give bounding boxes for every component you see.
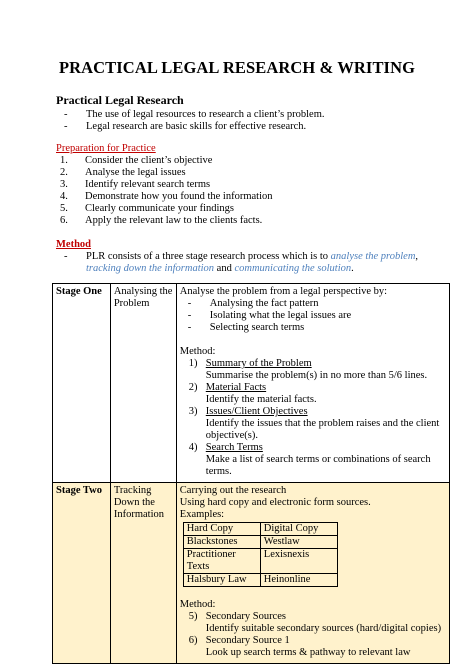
stage-name: Analysing the Problem: [110, 284, 176, 483]
table-row: [53, 483, 450, 664]
list-item: - Isolating what the legal issues are: [187, 310, 352, 321]
table-row: Hard Copy Digital Copy: [183, 523, 337, 536]
method-step: 1) Summary of the Problem Summarise the problem(s) in no more than 5/6 lines.: [188, 358, 428, 381]
list-item: 5. Clearly communicate your findings: [60, 203, 235, 214]
stage-details: Analyse the problem from a legal perspective by: - Analysing the fact pattern - Isolating what the legal issues are - Selecting search terms Method: 1) Summary of the Problem Summarise the problem(s) in no more than 5/6 lines. 2) Material Facts Identify the material facts. 3) Issues/Client Objectives Identify the issues that the problem raises and the client objective(s). 4) Search Terms Make a list of search terms or combinations of search terms.: [176, 284, 449, 483]
method-step: 5) Secondary Sources Identify suitable secondary sources (hard/digital copies): [188, 611, 442, 634]
list-item: - Legal research are basic skills for effective research.: [64, 121, 307, 132]
method-step: 4) Search Terms Make a list of search terms or combinations of search terms.: [188, 442, 431, 477]
method-heading: Method: [56, 239, 91, 250]
list-item: - PLR consists of a three stage research process which is to analyse the problem, tracking down the information and communicating the solution.: [64, 251, 428, 275]
method-text: PLR consists of a three stage research process which is to analyse the problem, tracking down the information and communicating the solution.: [86, 251, 419, 274]
stage-name: Tracking Down the Information: [110, 483, 176, 664]
list-item: - The use of legal resources to research a client’s problem.: [64, 109, 325, 120]
plr-bullet-list: [64, 109, 428, 133]
list-item: 4. Demonstrate how you found the information: [60, 191, 273, 202]
stage-label: Stage Two: [53, 483, 111, 664]
examples-table: [183, 522, 338, 587]
table-row: Halsbury Law Heinonline: [183, 574, 337, 587]
list-item: 6. Apply the relevant law to the clients facts.: [60, 215, 263, 226]
preparation-heading: Preparation for Practice: [56, 143, 156, 154]
stages-table: [52, 283, 450, 664]
list-item: 2. Analyse the legal issues: [60, 167, 186, 178]
preparation-list: [60, 155, 428, 227]
table-row: Blackstones Westlaw: [183, 536, 337, 549]
document-title: PRACTICAL LEGAL RESEARCH & WRITING: [58, 58, 416, 77]
table-row: Practitioner Texts Lexisnexis: [183, 549, 337, 574]
stage-label: Stage One: [53, 284, 111, 483]
list-item: - Selecting search terms: [187, 322, 305, 333]
list-item: 1. Consider the client’s objective: [60, 155, 213, 166]
method-step: 6) Secondary Source 1 Look up search terms & pathway to relevant law: [188, 635, 411, 658]
method-step: 2) Material Facts Identify the material facts.: [188, 382, 317, 405]
list-item: 3. Identify relevant search terms: [60, 179, 211, 190]
stage-details: Carrying out the research Using hard copy and electronic form sources. Examples: Hard Copy Digital Copy Blackstones Westlaw Practitioner Texts Lexisnexis Halsbury Law Heinonline Method: 5) Secondary Sources Identify suitable secondary sources (hard/digital copies) 6) Secondary Source 1 Look up search terms & pathway to relevant law: [176, 483, 449, 664]
table-row: [53, 284, 450, 483]
method-bullet-list: [64, 251, 428, 275]
method-step: 3) Issues/Client Objectives Identify the issues that the problem raises and the client objective(s).: [188, 406, 440, 441]
list-item: - Analysing the fact pattern: [187, 298, 319, 309]
section-heading-plr: Practical Legal Research: [56, 93, 184, 107]
